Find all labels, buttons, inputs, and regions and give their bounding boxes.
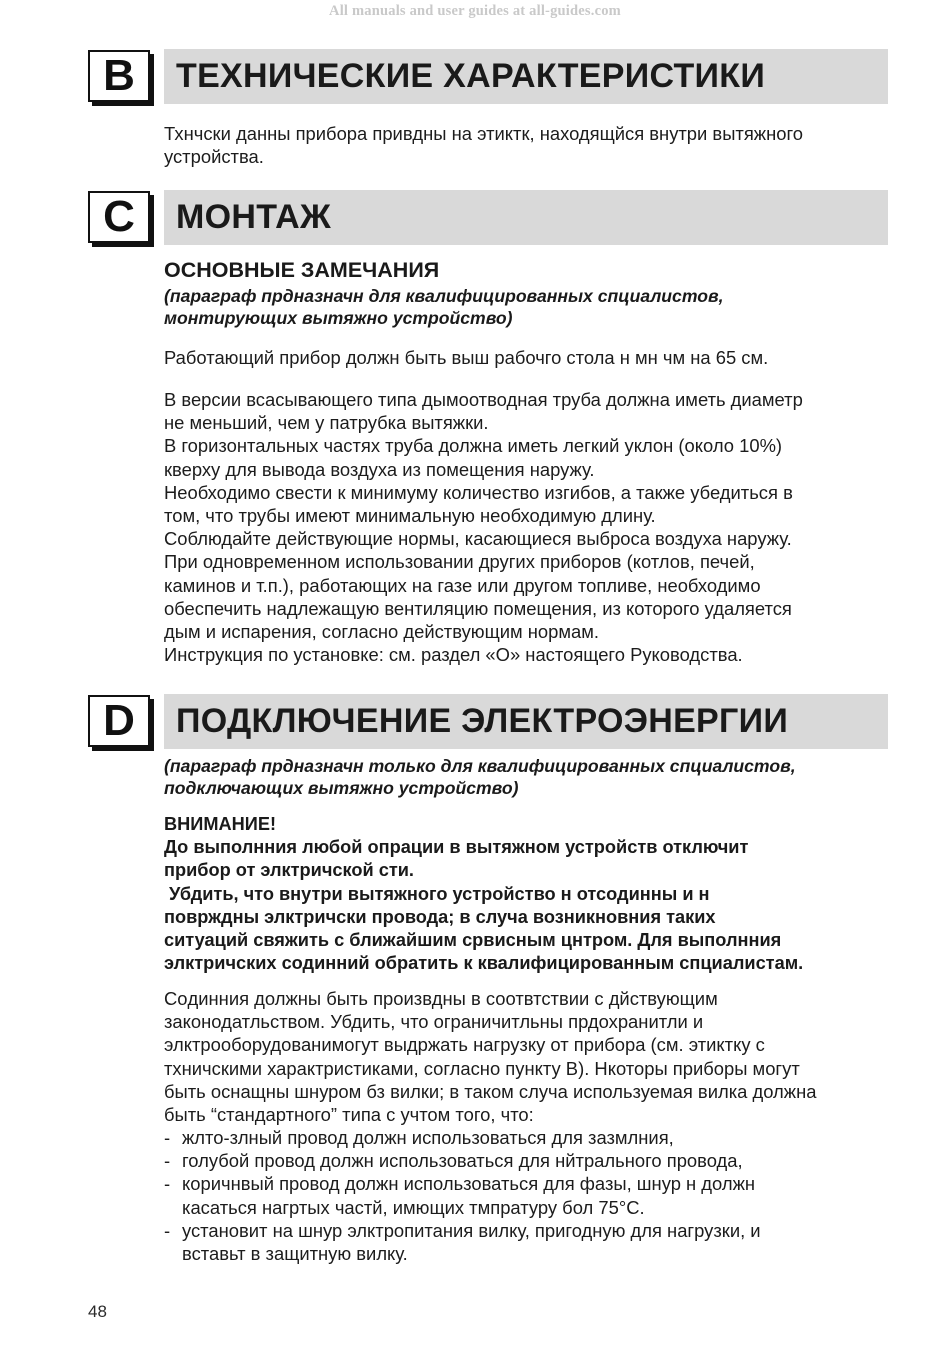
warning-line: поврждны элктричски провода; в случа возникновния таких [164, 906, 716, 927]
warning-line: До выполнния любой опрации в вытяжном устройств отключит [164, 837, 749, 858]
list-item-text: вставьт в защитную вилку. [182, 1243, 408, 1265]
warning-line: ситуаций свяжить с ближайшим срвисным цнтром. Для выполнния [164, 930, 782, 951]
section-d-warning [164, 813, 894, 975]
text-line: Необходимо свести к минимуму количество изгибов, а также убедиться в [164, 481, 793, 503]
bullet-dash: - [164, 1150, 171, 1172]
section-c-title: МОНТАЖ [164, 190, 888, 245]
section-b-title: ТЕХНИЧЕСКИЕ ХАРАКТЕРИСТИКИ [164, 49, 888, 104]
text-line: не меньший, чем у патрубка вытяжки. [164, 412, 489, 434]
section-c-subtitle: ОСНОВНЫЕ ЗАМЕЧАНИЯ [164, 258, 440, 282]
note-line: монтирующих вытяжно устройство) [164, 308, 513, 329]
note-line: (параграф прдназначн только для квалифицированных спциалистов, [164, 756, 796, 776]
list-item-text: коричнвый провод должн использоваться для фазы, шнур н должн [182, 1173, 756, 1195]
section-d-note [164, 755, 894, 800]
text-line: кверху для вывода воздуха из помещения наружу. [164, 458, 595, 480]
warning-line: прибор от элктричской сти. [164, 860, 414, 881]
text-line: том, что трубы имеют минимальную необходимую длину. [164, 505, 656, 527]
text-line: В версии всасывающего типа дымоотводная труба должна иметь диаметр [164, 389, 803, 410]
section-c-note [164, 285, 894, 330]
text-line: Соблюдайте действующие нормы, касающиеся выброса воздуха наружу. [164, 528, 792, 550]
list-item [164, 1149, 894, 1172]
text-line: При одновременном использовании других приборов (котлов, печей, [164, 551, 755, 573]
page-number: 48 [88, 1302, 107, 1321]
text-line: Инструкция по установке: см. раздел «О» настоящего Руководства. [164, 644, 743, 666]
text-line: устройства. [164, 146, 264, 168]
text-line: дым и испарения, согласно действующим нормам. [164, 621, 599, 643]
bullet-dash: - [164, 1127, 171, 1148]
warning-heading: ВНИМАНИЕ! [164, 814, 277, 834]
warning-line: Убдить, что внутри вытяжного устройство н отсодинны и н [164, 883, 710, 904]
text-line: тхничскими характристиками, согласно пункту В). Нкоторы приборы могут [164, 1057, 800, 1079]
text-line: элктрооборудованимогут выдржать нагрузку от прибора (см. этиктку с [164, 1034, 765, 1056]
list-item-text: касаться нагртых частй, имющих тмпратуру бол 75°C. [182, 1196, 645, 1218]
text-line: Тхнчски данны прибора привдны на этиктк, находящйся внутри вытяжного [164, 123, 804, 144]
section-b-text [164, 122, 894, 168]
list-item-text: жлто-злный провод должн использоваться для зазмлния, [182, 1127, 674, 1148]
list-item [164, 1126, 894, 1149]
bullet-dash: - [164, 1219, 171, 1241]
bullet-dash: - [164, 1173, 171, 1195]
section-c-paragraph-2 [164, 388, 894, 666]
list-item-text: установит на шнур элктропитания вилку, пригодную для нагрузки, и [182, 1219, 761, 1241]
list-item [164, 1172, 894, 1218]
text-line: Сoдинния должны быть произвдны в соотвтствии с дйствующим [164, 988, 718, 1009]
text-line: каминов и т.п.), работающих на газе или другом топливе, необходимо [164, 574, 761, 596]
note-line: (параграф прдназначн для квалифицированных спциалистов, [164, 286, 724, 306]
watermark: All manuals and user guides at all-guides.com [329, 3, 621, 19]
text-line: обеспечить надлежащую вентиляцию помещения, из которого удаляется [164, 597, 792, 619]
section-b-letter: B [88, 50, 150, 102]
text-line: В горизонтальных частях труба должна иметь легкий уклон (около 10%) [164, 435, 783, 457]
warning-line: элктричских содинний обратить к квалифицированным спциалистам. [164, 953, 804, 974]
section-d-bullet-list [164, 1126, 894, 1265]
text-line: быть “стандартного” типа с учтом того, что: [164, 1104, 534, 1126]
list-item [164, 1219, 894, 1265]
text-line: законодатльством. Убдить, что ограничитльны прдохранитли и [164, 1011, 704, 1033]
text-line: быть оснащны шнуром бз вилки; в таком случа используемая вилка должна [164, 1080, 817, 1102]
note-line: подключающих вытяжно устройство) [164, 778, 519, 799]
text-line: Работающий прибор должн быть выш рабочго стола н мн чм на 65 см. [164, 347, 769, 368]
section-d-paragraph [164, 987, 894, 1126]
section-d-title: ПОДКЛЮЧЕНИЕ ЭЛЕКТРОЭНЕРГИИ [164, 694, 888, 749]
list-item-text: голубой провод должн использоваться для нйтрального провода, [182, 1150, 743, 1172]
section-c-letter: C [88, 191, 150, 243]
section-d-letter: D [88, 695, 150, 747]
section-c-paragraph-1 [164, 346, 894, 369]
